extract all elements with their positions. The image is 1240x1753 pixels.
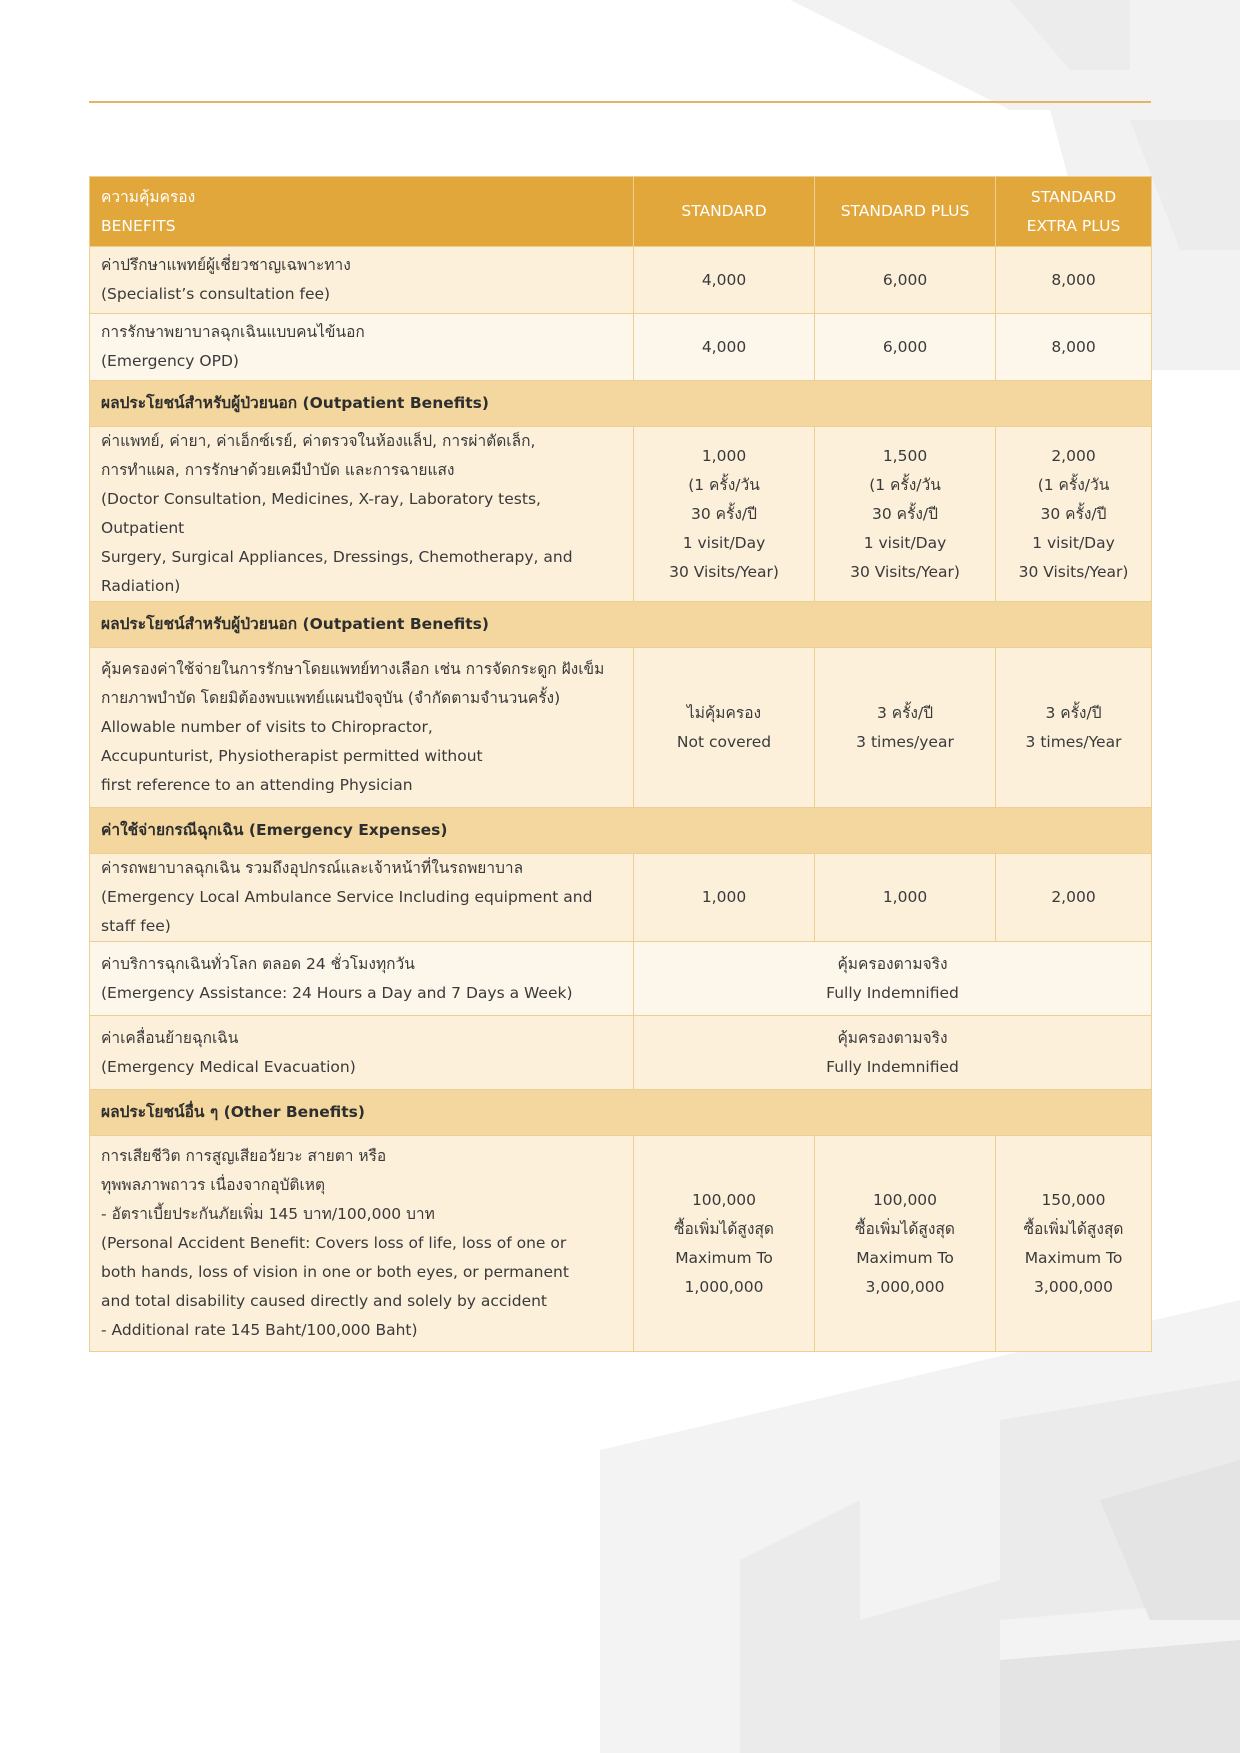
table-row [90, 427, 1152, 602]
section-row [90, 602, 1152, 648]
accident-line: การเสียชีวิต การสูญเสียอวัยวะ สายตา หรือ [101, 1147, 387, 1165]
value-line: 1 visit/Day [1032, 533, 1115, 552]
value-standard [634, 427, 815, 602]
value-line: ซื้อเพิ่มได้สูงสุด [674, 1219, 774, 1238]
value-line: 3,000,000 [1034, 1277, 1113, 1296]
value-line: 150,000 [1041, 1190, 1106, 1209]
value-line: (1 ครั้ง/วัน [688, 475, 760, 494]
benefits-header-th: ความคุ้มครอง [101, 187, 196, 206]
table-row [90, 648, 1152, 808]
accident-line: - Additional rate 145 Baht/100,000 Baht) [101, 1321, 418, 1339]
row-description [90, 1136, 634, 1352]
value-line: 1,000,000 [684, 1277, 764, 1296]
value-standard-plus: 6,000 [815, 314, 996, 381]
value-line: 3 times/year [856, 732, 954, 751]
value-line: 3 times/Year [1025, 732, 1122, 751]
value-line: (1 ครั้ง/วัน [1037, 475, 1110, 494]
value-standard-plus: 1,000 [815, 854, 996, 942]
value-line: 3 ครั้ง/ปี [1045, 703, 1102, 722]
value-line: คุ้มครองตามจริง [837, 954, 948, 973]
accident-line: and total disability caused directly and solely by accident [101, 1292, 548, 1310]
value-extra-plus: 2,000 [996, 854, 1152, 942]
value-standard: 1,000 [634, 854, 815, 942]
ambulance-en: (Emergency Local Ambulance Service Including equipment and staff fee) [101, 888, 593, 935]
value-line: Maximum To [1024, 1248, 1123, 1267]
value-line: 30 Visits/Year) [850, 562, 960, 581]
alternative-line: first reference to an attending Physician [101, 776, 413, 794]
value-line: ซื้อเพิ่มได้สูงสุด [1023, 1219, 1124, 1238]
assistance-en: (Emergency Assistance: 24 Hours a Day and 7 Days a Week) [101, 983, 573, 1002]
value-line: (1 ครั้ง/วัน [869, 475, 941, 494]
table-row [90, 314, 1152, 381]
table-row [90, 942, 1152, 1016]
table-row [90, 1016, 1152, 1090]
section-heading-emergency: ค่าใช้จ่ายกรณีฉุกเฉิน (Emergency Expenses) [90, 808, 1152, 854]
benefits-header-en: BENEFITS [101, 216, 176, 235]
value-line: 30 ครั้ง/ปี [872, 504, 938, 523]
value-line: Maximum To [856, 1248, 954, 1267]
evacuation-en: (Emergency Medical Evacuation) [101, 1057, 356, 1076]
value-line: Fully Indemnified [826, 1057, 959, 1076]
specialist-en: (Specialist’s consultation fee) [101, 285, 331, 303]
row-description [90, 942, 634, 1016]
alternative-line: คุ้มครองค่าใช้จ่ายในการรักษาโดยแพทย์ทางเลือก เช่น การจัดกระดูก ฝังเข็ม [101, 660, 605, 678]
value-line: 1,000 [701, 446, 747, 465]
row-description [90, 648, 634, 808]
section-heading-outpatient: ผลประโยชน์สำหรับผู้ป่วยนอก (Outpatient Benefits) [90, 381, 1152, 427]
value-line: 30 ครั้ง/ปี [1040, 504, 1107, 523]
row-description [90, 854, 634, 942]
row-description [90, 247, 634, 314]
section-row [90, 808, 1152, 854]
assistance-th: ค่าบริการฉุกเฉินทั่วโลก ตลอด 24 ชั่วโมงทุกวัน [101, 954, 415, 973]
value-standard: 4,000 [634, 314, 815, 381]
accident-line: (Personal Accident Benefit: Covers loss of life, loss of one or [101, 1234, 567, 1252]
value-extra-plus [996, 427, 1152, 602]
value-line: Fully Indemnified [826, 983, 959, 1002]
value-extra-plus [996, 1136, 1152, 1352]
outpatient-line: การทำแผล, การรักษาด้วยเคมีบำบัด และการฉายแสง [101, 461, 455, 479]
emergency-opd-en: (Emergency OPD) [101, 352, 239, 370]
row-description [90, 427, 634, 602]
value-line: 3 ครั้ง/ปี [876, 703, 934, 722]
value-line: Not covered [676, 732, 772, 751]
value-line: 30 ครั้ง/ปี [691, 504, 757, 523]
row-description [90, 314, 634, 381]
table-header-row [90, 177, 1152, 247]
value-all-plans [634, 942, 1152, 1016]
value-standard [634, 648, 815, 808]
value-standard: 4,000 [634, 247, 815, 314]
value-line: ซื้อเพิ่มได้สูงสุด [855, 1219, 955, 1238]
alternative-line: Allowable number of visits to Chiropractor, [101, 718, 433, 736]
alternative-line: Accupunturist, Physiotherapist permitted without [101, 747, 483, 765]
accident-line: - อัตราเบี้ยประกันภัยเพิ่ม 145 บาท/100,000 บาท [101, 1205, 435, 1223]
value-extra-plus: 8,000 [996, 247, 1152, 314]
table-row [90, 854, 1152, 942]
value-line: 1,500 [882, 446, 928, 465]
value-line: 30 Visits/Year) [1018, 562, 1129, 581]
value-standard-plus [815, 648, 996, 808]
top-divider-rule [89, 101, 1151, 103]
emergency-opd-th: การรักษาพยาบาลฉุกเฉินแบบคนไข้นอก [101, 323, 365, 341]
value-extra-plus [996, 648, 1152, 808]
alternative-line: กายภาพบำบัด โดยมิต้องพบแพทย์แผนปัจจุบัน (จำกัดตามจำนวนครั้ง) [101, 689, 561, 707]
value-line: 100,000 [691, 1190, 757, 1209]
section-row [90, 381, 1152, 427]
value-line: 3,000,000 [865, 1277, 945, 1296]
value-line: Maximum To [675, 1248, 773, 1267]
section-row [90, 1090, 1152, 1136]
value-line: 1 visit/Day [682, 533, 766, 552]
value-standard [634, 1136, 815, 1352]
benefits-column-header [90, 177, 634, 247]
value-line: คุ้มครองตามจริง [837, 1028, 948, 1047]
value-extra-plus: 8,000 [996, 314, 1152, 381]
section-heading-other: ผลประโยชน์อื่น ๆ (Other Benefits) [90, 1090, 1152, 1136]
value-standard-plus: 6,000 [815, 247, 996, 314]
plan-extra-plus-line2: EXTRA PLUS [1026, 216, 1121, 235]
value-line: 30 Visits/Year) [669, 562, 779, 581]
accident-line: ทุพพลภาพถาวร เนื่องจากอุบัติเหตุ [101, 1176, 326, 1194]
plan-extra-plus-line1: STANDARD [1030, 187, 1117, 206]
table-row [90, 1136, 1152, 1352]
outpatient-line: ค่าแพทย์, ค่ายา, ค่าเอ็กซ์เรย์, ค่าตรวจในห้องแล็ป, การผ่าตัดเล็ก, [101, 432, 536, 450]
plan-standard-plus-header: STANDARD PLUS [815, 177, 996, 247]
value-line: ไม่คุ้มครอง [686, 703, 762, 722]
value-line: 2,000 [1051, 446, 1096, 465]
specialist-th: ค่าปรึกษาแพทย์ผู้เชี่ยวชาญเฉพาะทาง [101, 256, 351, 274]
value-standard-plus [815, 427, 996, 602]
evacuation-th: ค่าเคลื่อนย้ายฉุกเฉิน [101, 1028, 239, 1047]
benefits-table [89, 176, 1152, 1352]
row-description [90, 1016, 634, 1090]
value-line: 100,000 [872, 1190, 938, 1209]
outpatient-line: Surgery, Surgical Appliances, Dressings, Chemotherapy, and Radiation) [101, 548, 573, 595]
outpatient-line: (Doctor Consultation, Medicines, X-ray, Laboratory tests, Outpatient [101, 490, 541, 537]
ambulance-th: ค่ารถพยาบาลฉุกเฉิน รวมถึงอุปกรณ์และเจ้าหน้าที่ในรถพยาบาล [101, 859, 524, 877]
accident-line: both hands, loss of vision in one or both eyes, or permanent [101, 1263, 569, 1281]
table-row [90, 247, 1152, 314]
plan-standard-header: STANDARD [634, 177, 815, 247]
section-heading-outpatient-alternative: ผลประโยชน์สำหรับผู้ป่วยนอก (Outpatient Benefits) [90, 602, 1152, 648]
plan-standard-extra-plus-header [996, 177, 1152, 247]
value-line: 1 visit/Day [863, 533, 947, 552]
value-standard-plus [815, 1136, 996, 1352]
value-all-plans [634, 1016, 1152, 1090]
